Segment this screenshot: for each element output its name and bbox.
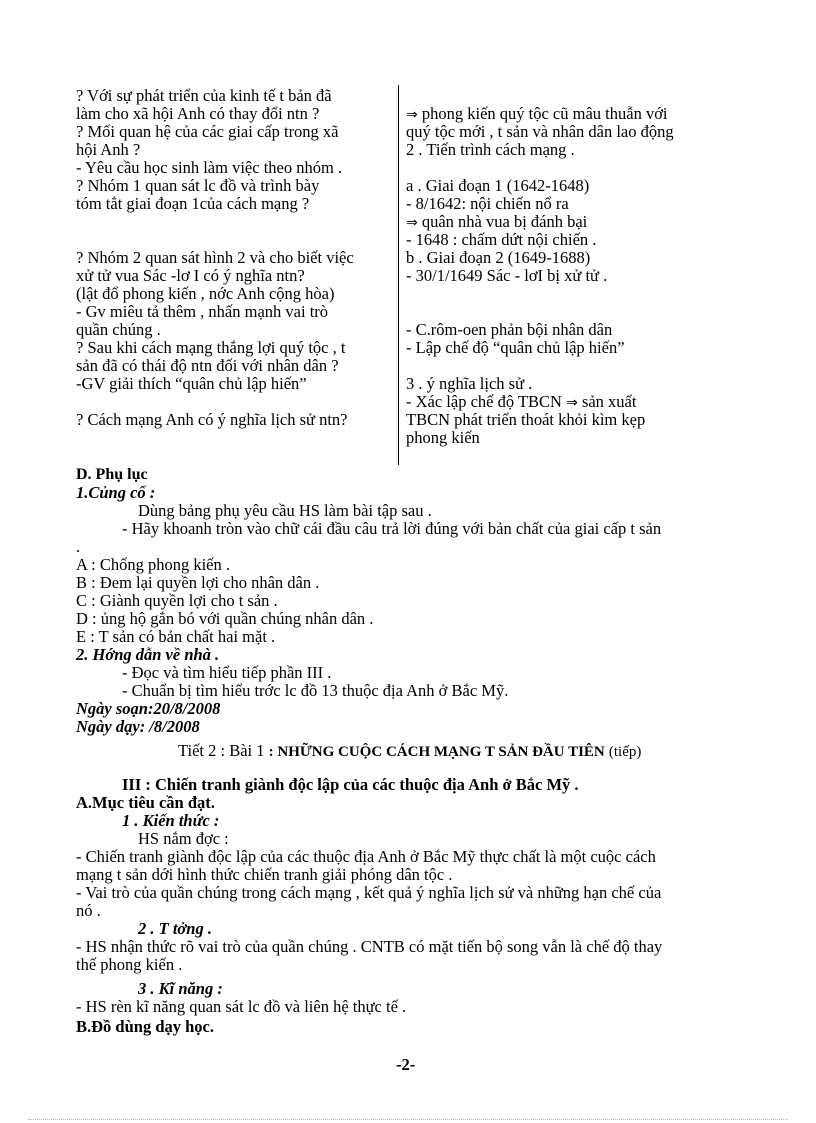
right-line: ⇒ phong kiến quý tộc cũ mâu thuẫn với [406, 104, 668, 123]
column-divider [398, 85, 399, 465]
skills-line: - HS rèn kĩ năng quan sát lc đồ và liên hệ thực tế . [76, 997, 407, 1016]
option-item: D : ủng hộ gắn bó với quần chúng nhân dân . [76, 609, 374, 628]
knowledge-line: HS nắm đợc : [138, 829, 229, 848]
appendix-subheading: 2. Hớng dẫn về nhà . [76, 645, 220, 664]
right-line: phong kiến [406, 428, 480, 447]
left-line: ? Cách mạng Anh có ý nghĩa lịch sử ntn? [76, 410, 348, 429]
right-line: quý tộc mới , t sản và nhân dân lao động [406, 122, 674, 141]
left-line: ? Nhóm 2 quan sát hình 2 và cho biết việc [76, 248, 354, 267]
right-line: b . Giai đoạn 2 (1649-1688) [406, 248, 591, 267]
right-line: 3 . ý nghĩa lịch sử . [406, 374, 533, 393]
right-line: 2 . Tiến trình cách mạng . [406, 140, 575, 159]
arrow-icon: ⇒ [406, 107, 418, 123]
appendix-line: - Đọc và tìm hiểu tiếp phần III . [122, 663, 332, 682]
knowledge-line: mạng t sản dới hình thức chiến tranh giải phóng dân tộc . [76, 865, 453, 884]
left-line: - Gv miêu tả thêm , nhấn mạnh vai trò [76, 302, 329, 321]
left-line: - Yêu cầu học sinh làm việc theo nhóm . [76, 158, 343, 177]
right-line: ⇒ quân nhà vua bị đánh bại [406, 212, 588, 231]
right-line: - C.rôm-oen phản bội nhân dân [406, 320, 613, 339]
option-item: C : Giành quyền lợi cho t sản . [76, 591, 278, 610]
appendix-line: . [76, 537, 81, 556]
attitude-line: thế phong kiến . [76, 955, 183, 974]
arrow-icon: ⇒ [566, 395, 578, 411]
right-line: TBCN phát triển thoát khỏi kìm kẹp [406, 410, 646, 429]
right-line: - Lập chế độ “quân chủ lập hiến” [406, 338, 625, 357]
attitude-line: - HS nhận thức rõ vai trò của quần chúng . CNTB có mặt tiến bộ song vẫn là chế độ thay [76, 937, 663, 956]
left-line: (lật đổ phong kiến , nớc Anh cộng hòa) [76, 284, 335, 303]
left-line: ? Với sự phát triển của kinh tế t bản đã [76, 86, 332, 105]
attitude-heading: 2 . T tởng . [138, 919, 212, 938]
option-item: E : T sản có bản chất hai mặt . [76, 627, 276, 646]
appendix-line: Dùng bảng phụ yêu cầu HS làm bài tập sau . [138, 501, 432, 520]
appendix-line: - Hãy khoanh tròn vào chữ cái đầu câu trả lời đúng với bản chất của giai cấp t sản [122, 519, 662, 538]
left-line: ? Nhóm 1 quan sát lc đồ và trình bày [76, 176, 320, 195]
knowledge-line: - Vai trò của quần chúng trong cách mạng , kết quả ý nghĩa lịch sử và những hạn chế của [76, 883, 662, 902]
appendix-line: - Chuẩn bị tìm hiểu trớc lc đồ 13 thuộc địa Anh ở Bắc Mỹ. [122, 681, 509, 700]
right-line: - 30/1/1649 Sác - lơI bị xử tử . [406, 266, 608, 285]
knowledge-line: - Chiến tranh giành độc lập của các thuộc địa Anh ở Bắc Mỹ thực chất là một cuộc cách [76, 847, 656, 866]
right-line: - 8/1642: nội chiến nổ ra [406, 194, 569, 213]
right-line: - 1648 : chấm dứt nội chiến . [406, 230, 597, 249]
equipment-heading: B.Đồ dùng dạy học. [76, 1017, 215, 1036]
right-line: - Xác lập chế độ TBCN ⇒ sản xuất [406, 392, 637, 411]
left-line: hội Anh ? [76, 140, 141, 159]
skills-heading: 3 . Kĩ năng : [138, 979, 223, 998]
option-item: B : Đem lại quyền lợi cho nhân dân . [76, 573, 320, 592]
right-line: a . Giai đoạn 1 (1642-1648) [406, 176, 590, 195]
left-line: sản đã có thái độ ntn đối với nhân dân ? [76, 356, 339, 375]
arrow-icon: ⇒ [406, 215, 418, 231]
footer-divider [28, 1119, 788, 1120]
knowledge-line: nó . [76, 901, 101, 920]
appendix-subheading: 1.Củng cố : [76, 483, 156, 502]
date-prepared: Ngày soạn:20/8/2008 [76, 699, 221, 718]
section-heading: III : Chiến tranh giành độc lập của các thuộc địa Anh ở Bắc Mỹ . [122, 775, 579, 794]
left-line: ? Mối quan hệ của các giai cấp trong xã [76, 122, 339, 141]
appendix-heading: D. Phụ lục [76, 466, 148, 483]
left-line: quần chúng . [76, 320, 161, 339]
date-taught: Ngày dạy: /8/2008 [76, 717, 200, 736]
page-number: -2- [396, 1055, 416, 1074]
knowledge-heading: 1 . Kiến thức : [122, 811, 220, 830]
lesson-title: Tiết 2 : Bài 1 : NHỮNG CUỘC CÁCH MẠNG T SẢN ĐẦU TIÊN (tiếp) [178, 741, 642, 760]
left-line: tóm tắt giai đoạn 1của cách mạng ? [76, 194, 310, 213]
left-line: -GV giải thích “quân chủ lập hiến” [76, 374, 307, 393]
left-line: xử tử vua Sác -lơ I có ý nghĩa ntn? [76, 266, 305, 285]
left-line: ? Sau khi cách mạng thắng lợi quý tộc , t [76, 338, 346, 357]
left-line: làm cho xã hội Anh có thay đổi ntn ? [76, 104, 320, 123]
option-item: A : Chống phong kiến . [76, 555, 231, 574]
goals-heading: A.Mục tiêu cần đạt. [76, 793, 215, 812]
